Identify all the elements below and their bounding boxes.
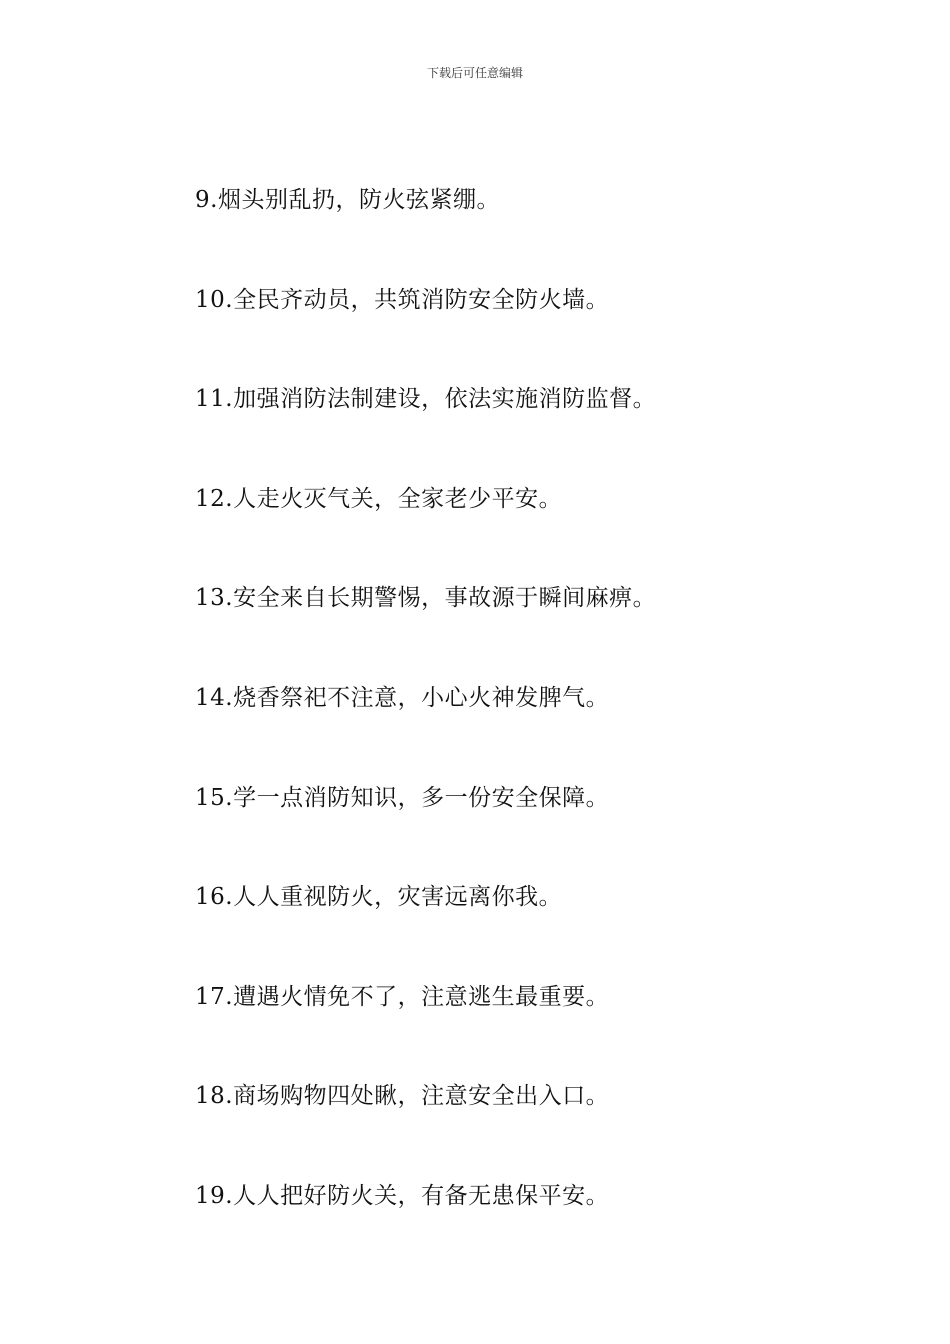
list-item: 14.烧香祭祀不注意，小心火神发脾气。	[195, 684, 610, 711]
list-item: 13.安全来自长期警惕，事故源于瞬间麻痹。	[195, 585, 657, 612]
list-item: 11.加强消防法制建设，依法实施消防监督。	[195, 386, 657, 413]
slogan-list	[195, 180, 895, 1276]
list-item: 9.烟头别乱扔，防火弦紧绷。	[195, 187, 500, 213]
list-item: 15.学一点消防知识，多一份安全保障。	[195, 784, 610, 811]
list-item: 19.人人把好防火关，有备无患保平安。	[195, 1182, 610, 1209]
list-item: 16.人人重视防火，灾害远离你我。	[195, 884, 563, 911]
list-item: 17.遭遇火情免不了，注意逃生最重要。	[195, 983, 610, 1010]
list-item: 12.人走火灭气关，全家老少平安。	[195, 485, 563, 512]
page-header: 下载后可任意编辑	[426, 66, 523, 80]
list-item: 10.全民齐动员，共筑消防安全防火墙。	[195, 286, 610, 313]
list-item: 18.商场购物四处瞅，注意安全出入口。	[195, 1083, 610, 1110]
